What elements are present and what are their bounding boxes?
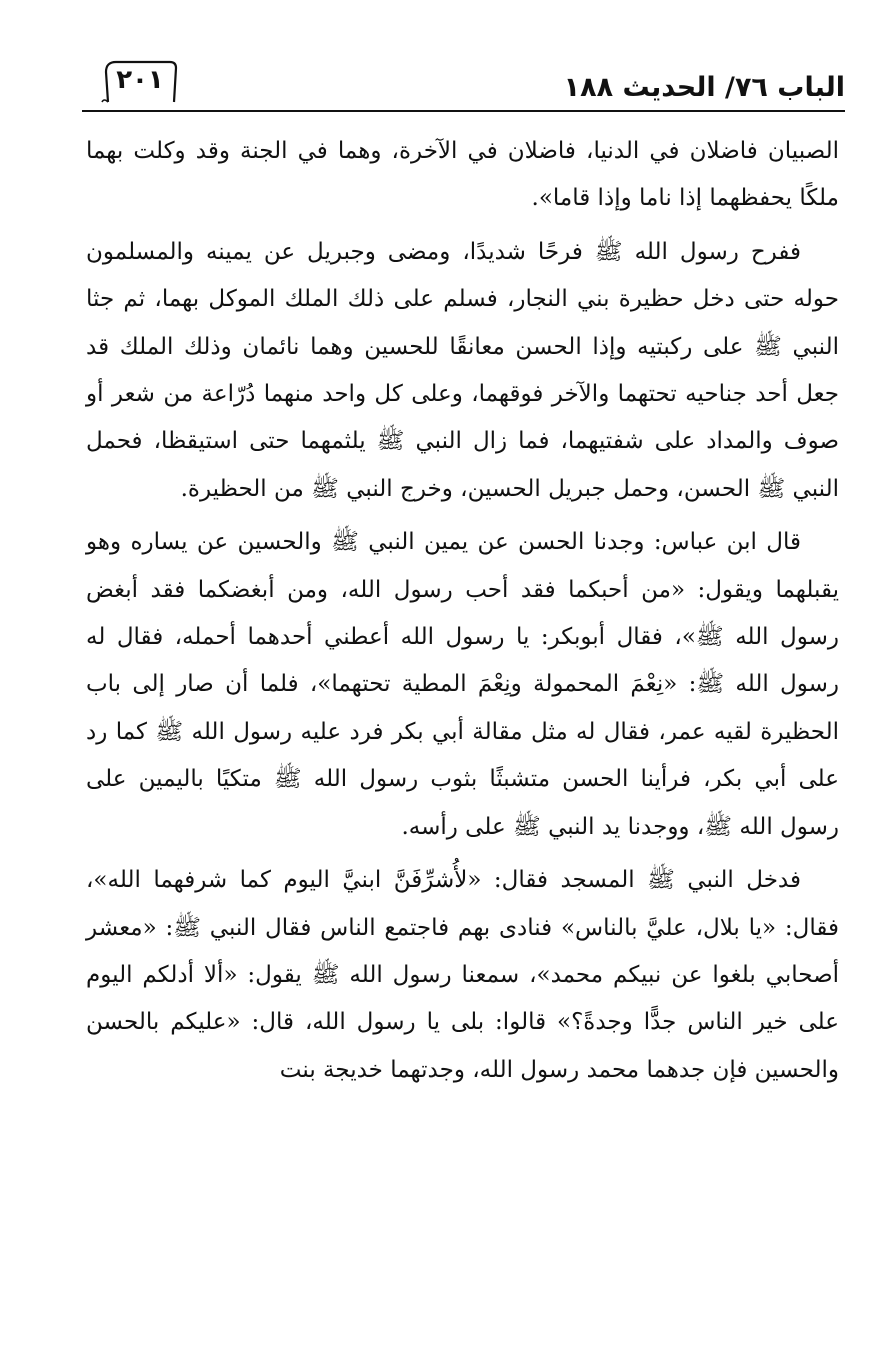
paragraph-prophet-joy: ففرح رسول الله ﷺ فرحًا شديدًا، ومضى وجبريل عن يمينه والمسلمون حوله حتى دخل حظيرة بني النجار، فسلم على ذلك الملك الموكل بهما، ثم جثا النبي ﷺ على ركبتيه وإذا الحسن معانقًا للحسين وهما نائمان وذلك الملك قد جعل أحد جناحيه تحتهما والآخر فوقهما، وعلى كل واحد منهما دُرّاعة من شعر أو صوف والمداد على شفتيهما، فما زال النبي ﷺ يلثمهما حتى استيقظا، فحمل النبي ﷺ الحسن، وحمل جبريل الحسين، وخرج النبي ﷺ من الحظيرة. [86, 238, 839, 502]
chapter-hadith-title: الباب ٧٦/ الحديث ١٨٨ [563, 72, 845, 103]
paragraph-continuation: الصبيان فاضلان في الدنيا، فاضلان في الآخرة، وهما في الجنة وقد وكلت بهما ملكًا يحفظهما إذا ناما وإذا قاما». [86, 138, 839, 212]
page-number: ٢٠١ [116, 65, 164, 95]
page-number-frame [100, 58, 180, 102]
paragraph-ibn-abbas: قال ابن عباس: وجدنا الحسن عن يمين النبي ﷺ والحسين عن يساره وهو يقبلهما ويقول: «من أحبكما فقد أحب رسول الله، ومن أبغضكما فقد أبغض رسول الله ﷺ»، فقال أبوبكر: يا رسول الله أعطني أحدهما أحمله، فقال له رسول الله ﷺ: «نِعْمَ المحمولة ونِعْمَ المطية تحتهما»، فلما أن صار إلى باب الحظيرة لقيه عمر، فقال له مثل مقالة أبي بكر فرد عليه رسول الله ﷺ كما رد على أبي بكر، فرأينا الحسن متشبثًا بثوب رسول الله ﷺ متكيًا باليمين على رسول الله ﷺ، ووجدنا يد النبي ﷺ على رأسه. [86, 529, 839, 840]
paragraph-mosque-announcement: فدخل النبي ﷺ المسجد فقال: «لأُشرِّفَنَّ ابنيَّ اليوم كما شرفهما الله»، فقال: «يا بلال، عليَّ بالناس» فنادى بهم فاجتمع الناس فقال النبي ﷺ: «معشر أصحابي بلغوا عن نبيكم محمد»، سمعنا رسول الله ﷺ يقول: «ألا أدلكم اليوم على خير الناس جدًّا وجدةً؟» قالوا: بلى يا رسول الله، قال: «عليكم بالحسن والحسين فإن جدهما محمد رسول الله، وجدتهما خديجة بنت [86, 867, 839, 1083]
header-divider [82, 110, 845, 112]
page-body [86, 128, 839, 1094]
page-header [82, 58, 845, 120]
